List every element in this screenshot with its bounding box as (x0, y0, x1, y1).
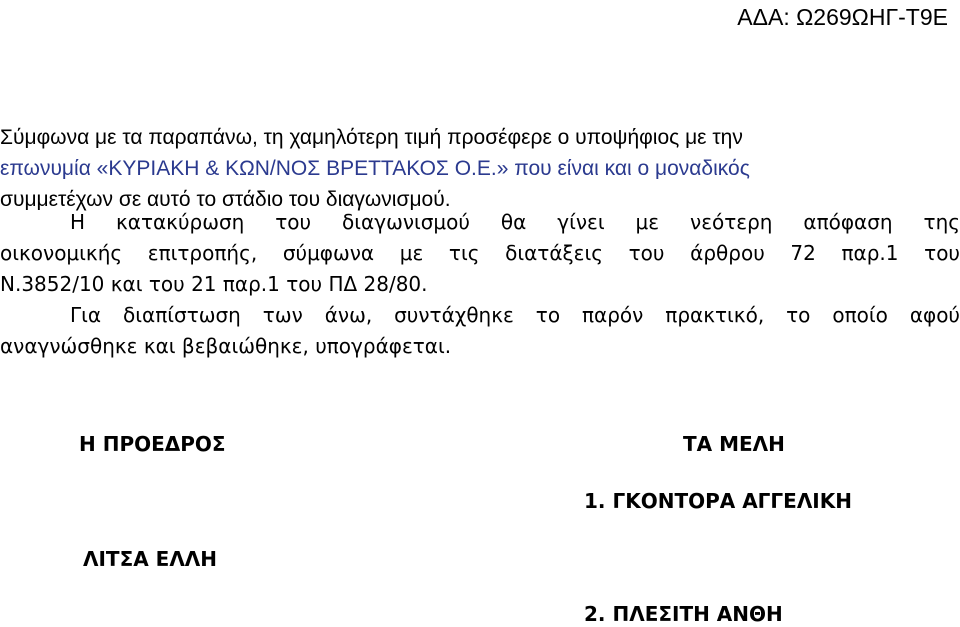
company-name-highlight: επωνυμία «ΚΥΡΙΑΚΗ & ΚΩΝ/ΝΟΣ ΒΡΕΤΤΑΚΟΣ Ο.Ε. (0, 157, 497, 180)
paragraph-line: αναγνώσθηκε και βεβαιώθηκε, υπογράφεται. (0, 334, 452, 358)
member-2: 2. ΠΛΕΣΙΤΗ ΑΝΘΗ (584, 602, 783, 626)
paragraph-line: οικονομικής επιτροπής, σύμφωνα με τις διατάξεις του άρθρου 72 παρ.1 του (0, 241, 960, 265)
ada-reference: ΑΔΑ: Ω269ΩΗΓ-Τ9Ε (737, 4, 948, 30)
paragraph-line: Η κατακύρωση του διαγωνισμού θα γίνει με νεότερη απόφαση της (70, 210, 960, 234)
paragraph-line: συμμετέχων σε αυτό το στάδιο του διαγωνισμού. (0, 188, 451, 211)
company-name-highlight-suffix: » που είναι και ο μοναδικός (496, 157, 750, 180)
paragraph-line: Ν.3852/10 και του 21 παρ.1 του ΠΔ 28/80. (0, 272, 428, 296)
paragraph-award (0, 207, 960, 362)
paragraph-line: Σύμφωνα με τα παραπάνω, τη χαμηλότερη τιμή προσέφερε ο υποψήφιος με την (0, 126, 743, 149)
members-title: ΤΑ ΜΕΛΗ (683, 432, 785, 456)
paragraph-line: Για διαπίστωση των άνω, συντάχθηκε το παρόν πρακτικό, το οποίο αφού (70, 303, 960, 327)
president-title: Η ΠΡΟΕΔΡΟΣ (79, 432, 226, 456)
paragraph-winner (0, 122, 960, 215)
president-name: ΛΙΤΣΑ ΕΛΛΗ (83, 547, 218, 571)
paragraph-line (0, 153, 960, 184)
member-1: 1. ΓΚΟΝΤΟΡΑ ΑΓΓΕΛΙΚΗ (584, 489, 852, 513)
